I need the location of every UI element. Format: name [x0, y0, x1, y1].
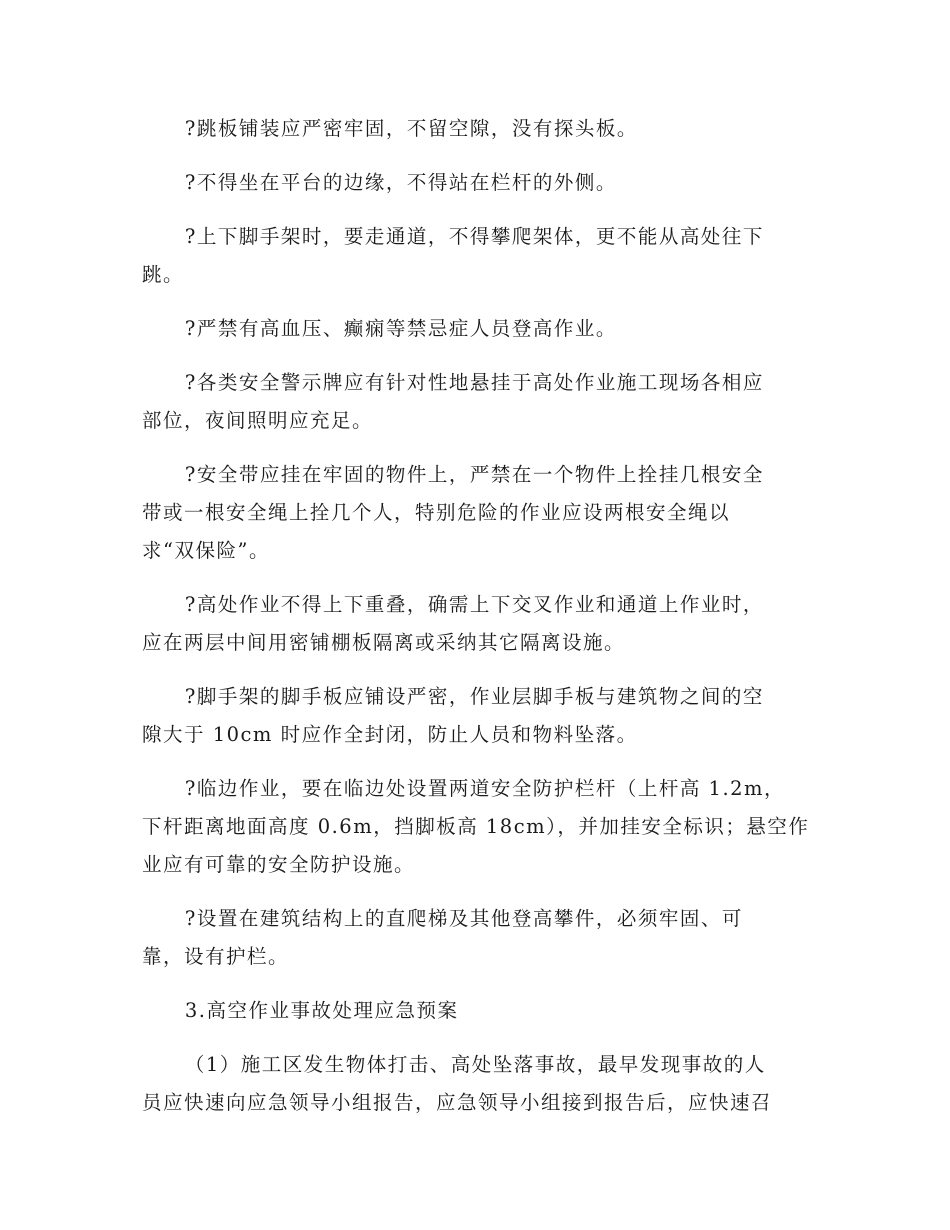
paragraph-line: ?设置在建筑结构上的直爬梯及其他登高攀件，必须牢固、可	[184, 907, 743, 930]
paragraph-7	[142, 586, 812, 662]
paragraph-line: ?不得坐在平台的边缘，不得站在栏杆的外侧。	[184, 171, 617, 194]
paragraph-line: （1）施工区发生物体打击、高处坠落事故，最早发现事故的人	[184, 1053, 766, 1076]
paragraph-line: 带或一根安全绳上拴几个人，特别危险的作业应设两根安全绳以	[142, 501, 731, 524]
paragraph-10	[142, 900, 812, 976]
paragraph-3	[142, 218, 812, 294]
section-heading: 3.高空作业事故处理应急预案	[184, 999, 459, 1022]
paragraph-line: 应在两层中间用密铺棚板隔离或采纳其它隔离设施。	[142, 631, 626, 654]
paragraph-line: ?各类安全警示牌应有针对性地悬挂于高处作业施工现场各相应	[184, 371, 764, 394]
paragraph-line: 下杆距离地面高度 0.6m，挡脚板高 18cm），并加挂安全标识；悬空作	[142, 815, 810, 838]
paragraph-line: 隙大于 10cm 时应作全封闭，防止人员和物料坠落。	[142, 723, 638, 746]
paragraph-line: 求“双保险”。	[142, 539, 270, 562]
paragraph-line: ?高处作业不得上下重叠，确需上下交叉作业和通道上作业时，	[184, 593, 764, 616]
paragraph-line: 靠，设有护栏。	[142, 945, 290, 968]
document-body	[142, 110, 812, 1138]
paragraph-line: ?严禁有高血压、癫痫等禁忌症人员登高作业。	[184, 317, 617, 340]
paragraph-line: ?上下脚手架时，要走通道，不得攀爬架体，更不能从高处往下	[184, 225, 764, 248]
paragraph-final	[142, 1046, 812, 1122]
paragraph-line: ?临边作业，要在临边处设置两道安全防护栏杆（上杆高 1.2m，	[184, 777, 786, 800]
paragraph-4	[142, 310, 812, 348]
paragraph-line: ?安全带应挂在牢固的物件上，严禁在一个物件上拴挂几根安全	[184, 463, 764, 486]
paragraph-line: ?跳板铺装应严密牢固，不留空隙，没有探头板。	[184, 117, 638, 140]
paragraph-6	[142, 456, 812, 570]
paragraph-5	[142, 364, 812, 440]
paragraph-line: 跳。	[142, 263, 185, 286]
paragraph-line: 业应有可靠的安全防护设施。	[142, 853, 416, 876]
paragraph-line: ?脚手架的脚手板应铺设严密，作业层脚手板与建筑物之间的空	[184, 685, 764, 708]
paragraph-1	[142, 110, 812, 148]
paragraph-line: 员应快速向应急领导小组报告，应急领导小组接到报告后，应快速召	[142, 1091, 773, 1114]
paragraph-8	[142, 678, 812, 754]
paragraph-2	[142, 164, 812, 202]
paragraph-line: 部位，夜间照明应充足。	[142, 409, 374, 432]
paragraph-9	[142, 770, 812, 884]
